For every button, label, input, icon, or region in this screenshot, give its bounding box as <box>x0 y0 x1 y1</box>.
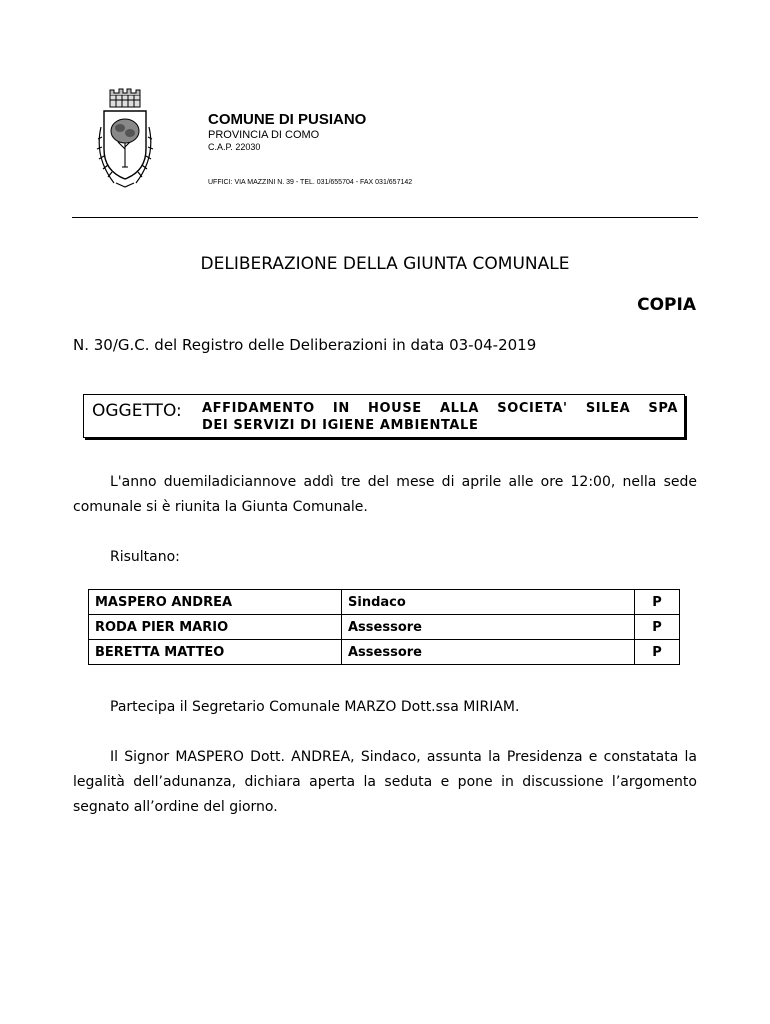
segretario-paragraph: Partecipa il Segretario Comunale MARZO Dott.ssa MIRIAM. <box>110 699 520 715</box>
members-table <box>88 589 680 665</box>
presidenza-paragraph: Il Signor MASPERO Dott. ANDREA, Sindaco, assunta la Presidenza e constatata la legalità dell’adunanza, dichiara aperta la seduta e pone in discussione l’argomento segnato all’ordine del giorno. <box>73 749 697 815</box>
member-presence: P <box>635 640 680 665</box>
table-row <box>89 590 680 615</box>
uffici-contacts: UFFICI: VIA MAZZINI N. 39 - TEL. 031/655704 - FAX 031/657142 <box>208 179 413 186</box>
header-divider <box>72 217 698 218</box>
copia-label: COPIA <box>637 295 696 315</box>
coat-of-arms-icon <box>92 87 158 189</box>
member-presence: P <box>635 590 680 615</box>
oggetto-text <box>202 400 678 434</box>
intro-paragraph: L'anno duemiladiciannove addì tre del mese di aprile alle ore 12:00, nella sede comunale si è riunita la Giunta Comunale. <box>73 474 697 515</box>
member-presence: P <box>635 615 680 640</box>
comune-name: COMUNE DI PUSIANO <box>208 111 367 128</box>
provincia: PROVINCIA DI COMO <box>208 129 320 141</box>
member-name: RODA PIER MARIO <box>89 615 342 640</box>
member-name: MASPERO ANDREA <box>89 590 342 615</box>
oggetto-label: OGGETTO: <box>92 401 182 421</box>
table-row <box>89 640 680 665</box>
cap: C.A.P. 22030 <box>208 142 261 152</box>
table-row <box>89 615 680 640</box>
oggetto-line-2: DEI SERVIZI DI IGIENE AMBIENTALE <box>202 418 479 433</box>
document-title: DELIBERAZIONE DELLA GIUNTA COMUNALE <box>200 254 570 274</box>
oggetto-box <box>83 394 685 438</box>
oggetto-line-1: AFFIDAMENTO IN HOUSE ALLA SOCIETA' SILEA SPA <box>202 401 678 416</box>
member-name: BERETTA MATTEO <box>89 640 342 665</box>
member-role: Assessore <box>342 615 635 640</box>
member-role: Assessore <box>342 640 635 665</box>
risultano-label: Risultano: <box>110 549 180 565</box>
member-role: Sindaco <box>342 590 635 615</box>
registro-line: N. 30/G.C. del Registro delle Deliberazioni in data 03-04-2019 <box>73 336 537 354</box>
